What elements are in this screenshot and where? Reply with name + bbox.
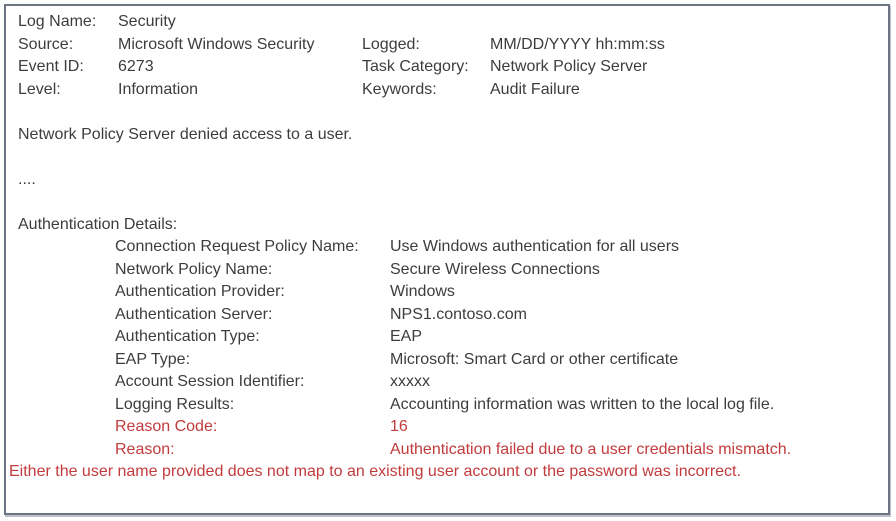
auth-detail-row-logging-results xyxy=(18,394,878,417)
auth-detail-row-reason-code xyxy=(18,416,878,439)
detail-label: EAP Type: xyxy=(115,350,191,368)
auth-detail-row-eap-type xyxy=(18,349,878,372)
event-id-value: 6273 xyxy=(118,58,154,75)
auth-detail-row-auth-provider xyxy=(18,281,878,304)
detail-label: Authentication Provider: xyxy=(115,283,285,300)
event-description: Network Policy Server denied access to a user. xyxy=(18,125,353,143)
event-log-panel xyxy=(4,4,890,515)
logged-value: MM/DD/YYYY hh:mm:ss xyxy=(490,35,665,53)
ellipsis-text: .... xyxy=(18,170,36,188)
logged-label: Logged: xyxy=(362,35,420,53)
auth-detail-row-reason xyxy=(18,439,878,462)
auth-detail-row-network-policy xyxy=(18,259,878,282)
detail-label: Authentication Type: xyxy=(115,328,260,345)
detail-label: Authentication Server: xyxy=(115,305,273,323)
header-row-source xyxy=(18,34,878,57)
spacer-line xyxy=(18,146,878,169)
detail-value: Use Windows authentication for all users xyxy=(390,238,680,255)
event-id-label: Event ID: xyxy=(18,58,84,75)
detail-value: xxxxx xyxy=(390,373,430,390)
detail-label: Reason: xyxy=(115,440,175,458)
header-row-level xyxy=(18,79,878,102)
auth-details-heading: Authentication Details: xyxy=(18,215,178,233)
source-label: Source: xyxy=(18,35,74,53)
keywords-label: Keywords: xyxy=(362,80,437,98)
task-category-value: Network Policy Server xyxy=(490,58,648,75)
detail-value: NPS1.contoso.com xyxy=(390,305,527,323)
detail-label: Logging Results: xyxy=(115,395,235,413)
auth-detail-row-auth-server xyxy=(18,304,878,327)
header-label-spacer xyxy=(362,11,490,34)
detail-value: EAP xyxy=(390,328,423,345)
detail-value: Accounting information was written to the local log file. xyxy=(390,395,775,413)
header-row-log-name xyxy=(18,11,878,34)
header-row-event-id xyxy=(18,56,878,79)
log-name-label: Log Name: xyxy=(18,13,97,30)
event-log-content xyxy=(6,6,888,513)
detail-label: Network Policy Name: xyxy=(115,260,273,278)
auth-detail-row-auth-type xyxy=(18,326,878,349)
auth-detail-row-connection-request-policy xyxy=(18,236,878,259)
detail-label: Reason Code: xyxy=(115,418,218,435)
keywords-value: Audit Failure xyxy=(490,80,580,98)
detail-value: Windows xyxy=(390,283,455,300)
level-value: Information xyxy=(118,80,199,98)
spacer-line xyxy=(18,191,878,214)
header-value-spacer xyxy=(490,11,878,34)
task-category-label: Task Category: xyxy=(362,58,469,75)
footer-note: Either the user name provided does not map to an existing user account or the password was incorrect. xyxy=(9,463,741,480)
detail-value: 16 xyxy=(390,418,408,435)
detail-value: Secure Wireless Connections xyxy=(390,260,600,278)
log-name-value: Security xyxy=(118,13,176,30)
source-value: Microsoft Windows Security xyxy=(118,35,315,53)
auth-detail-row-session-identifier xyxy=(18,371,878,394)
detail-label: Connection Request Policy Name: xyxy=(115,238,359,255)
detail-label: Account Session Identifier: xyxy=(115,373,305,390)
detail-value: Authentication failed due to a user credentials mismatch. xyxy=(390,440,792,458)
spacer-line xyxy=(18,101,878,124)
level-label: Level: xyxy=(18,80,61,98)
detail-value: Microsoft: Smart Card or other certificate xyxy=(390,350,679,368)
